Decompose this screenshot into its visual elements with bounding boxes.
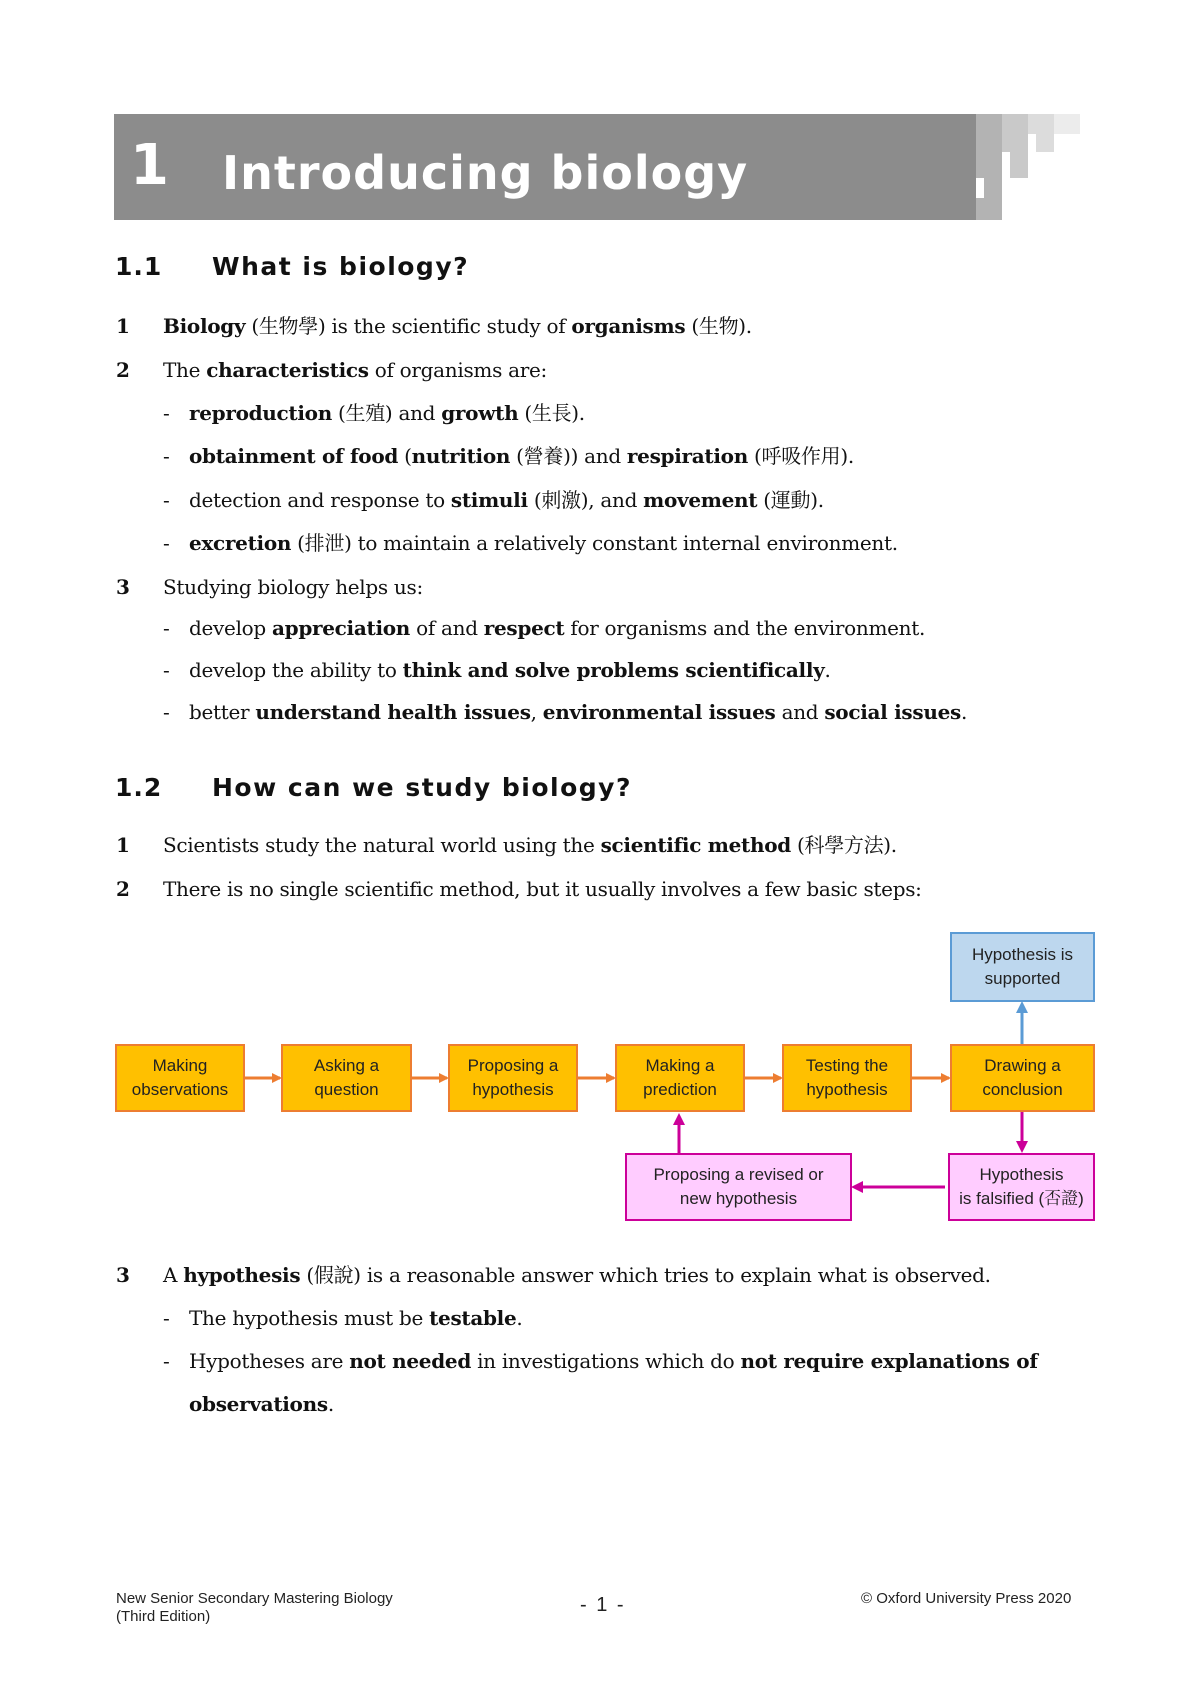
bullet-dash: - — [163, 1349, 170, 1373]
point-number: 1 — [116, 833, 130, 857]
bullet-dash: - — [163, 658, 170, 682]
flow-step-testing-hypothesis: Testing the hypothesis — [782, 1044, 912, 1112]
bullet-dash: - — [163, 700, 170, 724]
point-text: The characteristics of organisms are: — [163, 358, 547, 382]
page-number: - 1 - — [580, 1594, 626, 1616]
point-number: 3 — [116, 575, 130, 599]
point-text: Scientists study the natural world using the scientific method (科學方法). — [163, 833, 897, 857]
helps-item: develop appreciation of and respect for organisms and the environment. — [189, 616, 926, 640]
flow-step-making-prediction: Making a prediction — [615, 1044, 745, 1112]
point-number: 2 — [116, 358, 130, 382]
footer-copyright: © Oxford University Press 2020 — [861, 1590, 1072, 1607]
helps-item: better understand health issues, environmental issues and social issues. — [189, 700, 968, 724]
point-text: Studying biology helps us: — [163, 575, 423, 599]
characteristic-item: obtainment of food (nutrition (營養)) and respiration (呼吸作用). — [189, 444, 854, 468]
flow-step-proposing-hypothesis: Proposing a hypothesis — [448, 1044, 578, 1112]
point-text: A hypothesis (假說) is a reasonable answer which tries to explain what is observed. — [163, 1263, 991, 1287]
bullet-dash: - — [163, 616, 170, 640]
section-number: 1.1 — [115, 252, 163, 281]
section-title: What is biology? — [212, 252, 470, 281]
chapter-number: 1 — [130, 133, 169, 198]
hypothesis-note-continued: observations. — [189, 1392, 334, 1416]
hypothesis-note: The hypothesis must be testable. — [189, 1306, 523, 1330]
chapter-title: Introducing biology — [222, 146, 749, 200]
section-number: 1.2 — [115, 773, 163, 802]
point-text: Biology (生物學) is the scientific study of organisms (生物). — [163, 314, 752, 338]
bullet-dash: - — [163, 488, 170, 512]
footer-book-title: New Senior Secondary Mastering Biology (Third Edition) — [116, 1590, 393, 1625]
point-number: 2 — [116, 877, 130, 901]
flow-hypothesis-falsified: Hypothesis is falsified (否證) — [948, 1153, 1095, 1221]
point-number: 1 — [116, 314, 130, 338]
characteristic-item: excretion (排泄) to maintain a relatively constant internal environment. — [189, 531, 898, 555]
helps-item: develop the ability to think and solve problems scientifically. — [189, 658, 831, 682]
bullet-dash: - — [163, 531, 170, 555]
characteristic-item: reproduction (生殖) and growth (生長). — [189, 401, 585, 425]
flow-hypothesis-supported: Hypothesis is supported — [950, 932, 1095, 1002]
section-title: How can we study biology? — [212, 773, 632, 802]
flow-step-making-observations: Making observations — [115, 1044, 245, 1112]
point-text: There is no single scientific method, but it usually involves a few basic steps: — [163, 877, 922, 901]
bullet-dash: - — [163, 401, 170, 425]
flow-step-drawing-conclusion: Drawing a conclusion — [950, 1044, 1095, 1112]
characteristic-item: detection and response to stimuli (刺激), and movement (運動). — [189, 488, 824, 512]
point-number: 3 — [116, 1263, 130, 1287]
bullet-dash: - — [163, 1306, 170, 1330]
flow-step-asking-question: Asking a question — [281, 1044, 412, 1112]
flow-proposing-revised-hypothesis: Proposing a revised or new hypothesis — [625, 1153, 852, 1221]
bullet-dash: - — [163, 444, 170, 468]
hypothesis-note: Hypotheses are not needed in investigations which do not require explanations of — [189, 1349, 1038, 1373]
